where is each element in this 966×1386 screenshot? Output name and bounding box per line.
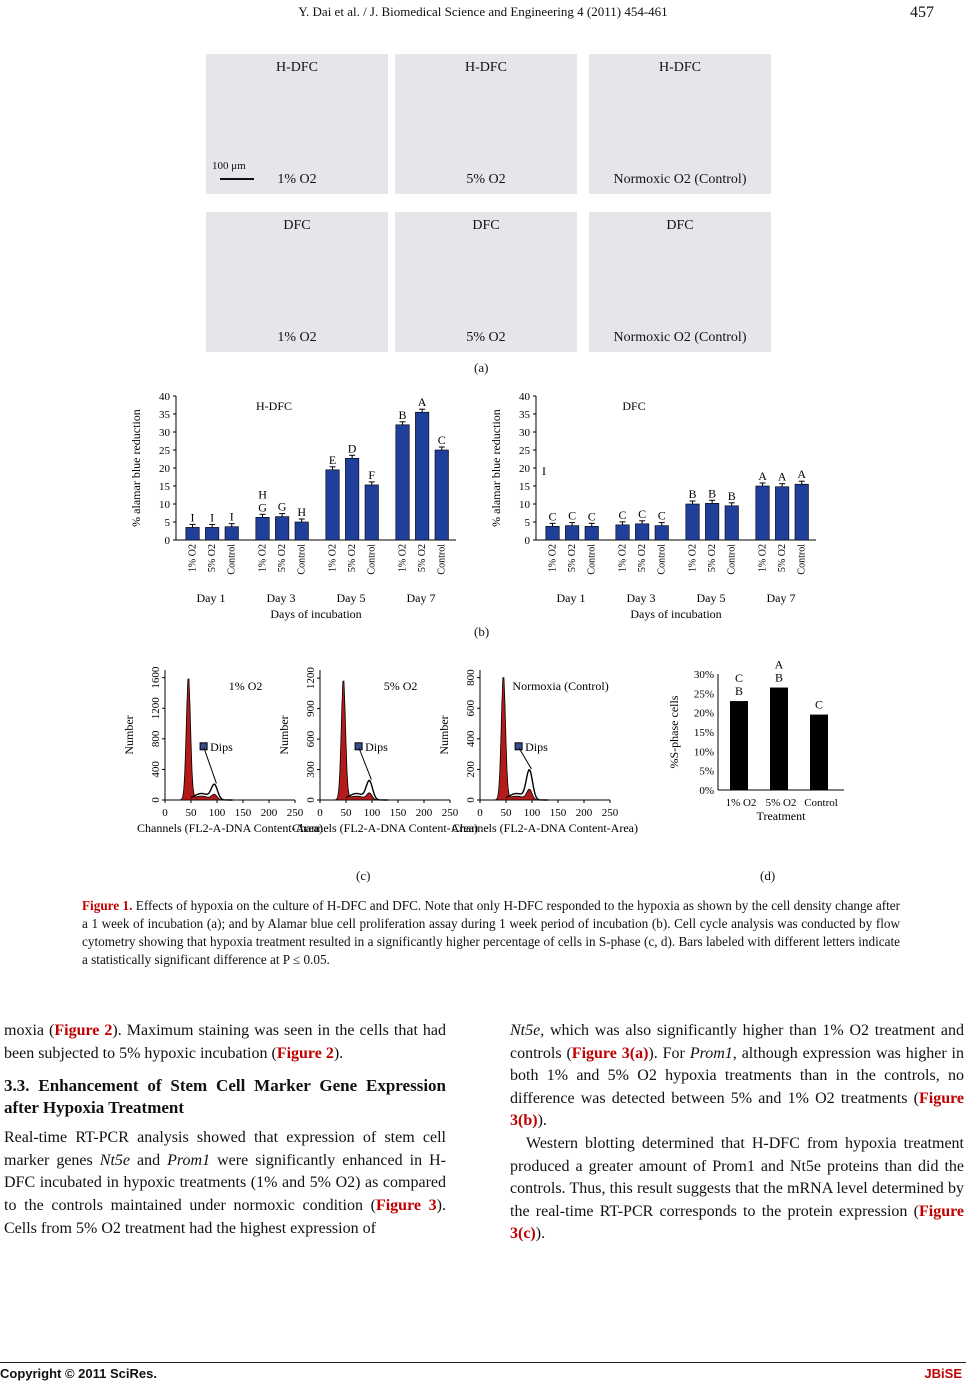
x-tick-label: 250 [601,807,619,819]
y-tick-label: 15% [693,727,714,739]
micro-title: H-DFC [464,60,507,75]
significance-letter: A [777,469,787,484]
y-tick-label: 25 [519,445,530,457]
legend-swatch [515,743,522,750]
x-tick-label: 150 [234,807,252,819]
bar [585,526,598,540]
category-label: Control [796,544,808,575]
x-axis-label: Channels (FL2-A-DNA Content-Area) [137,821,323,835]
legend-swatch [200,743,207,750]
y-tick-label: 5% [699,765,714,778]
bar [256,517,269,540]
group-label: Day 3 [266,591,296,605]
significance-letter: E [328,452,337,467]
legend-swatch [355,743,362,750]
figure-link[interactable]: Figure 3(b) [510,1089,964,1130]
y-tick-label: 5 [524,517,530,529]
category-label: 5% O2 [417,544,429,573]
histogram-normoxia [437,669,638,835]
significance-letter: H [297,505,307,519]
micro-condition: 1% O2 [277,172,317,187]
y-tick-label: 900 [305,700,317,717]
figure-link[interactable]: Figure 3(c) [510,1202,964,1243]
y-tick-label: 1200 [305,667,317,690]
micro-condition: 5% O2 [466,172,506,187]
group-label: Day 1 [196,591,226,605]
bar [345,458,358,540]
category-label: Control [726,544,738,575]
significance-letter: D [347,441,357,456]
bar [730,701,748,790]
significance-letter: B [774,670,784,685]
paragraph [4,1127,446,1240]
category-label: 5% O2 [347,544,359,573]
footer-journal: JBiSE [924,1366,962,1381]
bar [725,506,738,540]
text: ). Cells from 5% O2 treatment had the highest expression of [4,1196,446,1237]
text: Real-time RT-PCR analysis showed that expression of stem cell marker genes [4,1129,446,1169]
text: moxia ( [4,1022,55,1039]
significance-letter: A [797,467,807,482]
x-tick-label: 200 [415,807,433,819]
bar [705,503,718,540]
bar [205,527,218,540]
micrograph-hdfc-control [589,54,771,194]
y-tick-label: 15 [519,481,530,493]
x-tick-label: 200 [260,807,278,819]
section-heading: 3.3. Enhancement of Stem Cell Marker Gene Expression after Hypoxia Treatment [4,1076,446,1118]
y-tick-label: 10% [693,746,714,759]
x-tick-label: 250 [441,807,459,819]
x-tick-label: 250 [286,807,304,819]
significance-letter: C [618,507,627,522]
y-tick-label: 0% [699,785,714,797]
text: ). For [648,1044,690,1062]
micro-title: H-DFC [658,60,701,75]
histogram-title: Normoxia (Control) [512,679,609,693]
y-tick-label: 20 [519,463,530,475]
x-tick-label: 200 [575,807,593,819]
caption-lead: Figure 1. [82,898,133,913]
significance-letter: B [727,488,736,503]
y-axis-label: %S-phase cells [667,695,681,769]
group-label: Day 5 [696,591,726,605]
paragraph [510,1020,964,1133]
significance-letter: F [368,467,376,482]
significance-letter: B [688,487,697,501]
y-tick-label: 20% [693,707,714,720]
micrograph-dfc-control [589,212,771,352]
y-tick-label: 0 [465,797,477,803]
scale-bar-label: 100 μm [212,160,246,172]
x-tick-label: 150 [549,807,567,819]
category-label: 1% O2 [397,544,409,573]
text: Western blotting determined that H-DFC from hypoxia treatment produced a greater amount of Prom1 and Nt5e proteins than did the controls. Thus, this result suggests that the mRNA level determined by the real-time RT-PCR corresponds to the protein expression ( [510,1134,964,1220]
panel-label-a: (a) [474,360,489,375]
significance-letter: I [210,510,215,525]
x-tick-label: 0 [162,807,168,819]
histogram-title: 5% O2 [383,679,418,693]
significance-letter: B [398,407,407,422]
text: ). [537,1112,547,1130]
body-left-column [4,1020,446,1240]
significance-letter: G [277,499,287,514]
legend-label: Dips [210,739,233,754]
chart-hdfc-alamar [129,391,456,621]
significance-letter: I [229,509,234,524]
group-label: Day 5 [336,591,366,605]
panel-label-d: (d) [760,868,776,883]
category-label: Control [804,797,838,809]
figure-link[interactable]: Figure 3(a) [571,1044,649,1062]
bar [655,526,668,540]
y-tick-label: 35 [519,409,530,421]
micro-condition: Normoxic O2 (Control) [613,330,747,345]
significance-letter: G [258,500,267,515]
x-tick-label: 50 [500,807,512,819]
y-tick-label: 300 [305,761,317,778]
x-tick-label: 100 [523,807,541,819]
y-tick-label: 30% [693,669,714,681]
y-tick-label: 400 [465,730,477,748]
category-label: 1% O2 [687,544,699,573]
category-label: 1% O2 [725,797,757,809]
group-label: Day 3 [626,591,656,605]
category-label: 5% O2 [567,544,579,573]
y-tick-label: 800 [465,669,477,686]
micro-title: H-DFC [275,60,318,75]
x-axis-label: Treatment [756,809,806,823]
gene-name: Nt5e [510,1022,541,1039]
body-right-column [510,1020,964,1246]
bar [295,522,308,540]
chart-title: DFC [622,399,646,413]
y-tick-label: 0 [305,797,317,803]
micro-title: DFC [472,218,500,233]
chart-dfc-alamar [489,391,816,621]
y-tick-label: 10 [519,499,530,511]
category-label: 1% O2 [617,544,629,573]
bar [546,526,559,540]
running-head: Y. Dai et al. / J. Biomedical Science and Engineering 4 (2011) 454-461 [298,4,668,19]
bar [275,517,288,540]
category-label: 5% O2 [777,544,789,573]
category-label: 5% O2 [277,544,289,573]
category-label: 1% O2 [757,544,769,573]
paragraph [4,1020,446,1065]
text: were significantly enhanced in H-DFC incubated in hypoxic treatments (1% and 5% O2) as compared to the controls maintained under normoxic condition ( [4,1151,447,1214]
figure-caption [82,897,900,969]
category-label: 5% O2 [707,544,719,573]
x-axis-label: Channels (FL2-A-DNA Content-Area) [452,821,638,835]
y-tick-label: 35 [159,409,170,421]
y-tick-label: 600 [305,730,317,748]
significance-letter: C [638,506,647,521]
category-label: 5% O2 [207,544,219,573]
micro-title: DFC [666,218,694,233]
y-tick-label: 0 [524,535,530,547]
significance-letter: C [587,509,596,524]
x-tick-label: 50 [340,807,352,819]
bar [775,487,788,540]
text: ). [535,1225,546,1243]
bar [756,486,769,540]
bar [326,470,339,540]
x-tick-label: 50 [185,807,197,819]
bar [396,425,409,540]
x-tick-label: 150 [389,807,407,819]
panel-label-b: (b) [474,624,490,639]
figure-link[interactable]: Figure 3 [375,1196,437,1214]
y-axis-label: Number [437,715,451,755]
significance-letter: I [190,510,195,525]
gene-name: Prom1 [689,1044,733,1062]
significance-letter: C [814,697,824,712]
x-tick-label: 100 [208,807,226,819]
x-axis-label: Channels (FL2-A-DNA Content-Area) [292,821,478,835]
bar [435,450,448,540]
significance-letter: I [542,464,546,479]
histogram-1pct [122,666,323,835]
page-number: 457 [910,4,934,21]
micro-condition: 1% O2 [277,330,317,345]
category-label: Control [366,544,378,575]
significance-letter: C [568,508,577,523]
text: ). Maximum staining was seen in the cells that had been subjected to 5% hypoxic incubation ( [4,1022,447,1062]
y-tick-label: 1200 [150,697,162,720]
text: and [130,1151,168,1169]
y-tick-label: 400 [150,761,162,778]
gene-name: Prom1 [167,1151,211,1169]
significance-letter: B [708,486,717,501]
y-tick-label: 20 [159,463,170,475]
bar [686,504,699,540]
y-axis-label: Number [122,715,136,755]
micro-condition: Normoxic O2 (Control) [613,172,747,187]
group-label: Day 1 [556,591,586,605]
category-label: 5% O2 [765,797,797,809]
y-tick-label: 15 [159,481,170,493]
g1-peak-area [480,678,610,800]
y-tick-label: 1600 [150,666,162,689]
category-label: 5% O2 [637,544,649,573]
y-tick-label: 30 [159,427,170,439]
bar [186,527,199,540]
text: , although expression was higher in both 1% and 5% O2 hypoxia treatments than in the controls, no difference was detected between 5% and 1% O2 treatments ( [510,1044,965,1107]
bar [415,412,428,540]
y-axis-label: % alamar blue reduction [129,409,143,527]
panel-label-c: (c) [356,868,371,883]
x-axis-label: Days of incubation [630,607,722,621]
legend-label: Dips [525,739,548,754]
significance-letter: C [437,433,446,447]
significance-letter: A [774,657,784,672]
x-axis-label: Days of incubation [270,607,362,621]
bar [616,525,629,540]
y-tick-label: 25 [159,445,170,457]
caption-text: Effects of hypoxia on the culture of H-DFC and DFC. Note that only H-DFC responded to the hypoxia as shown by the cell density change after a 1 week of incubation (a); and by Alamar blue cell proliferation assay during 1 week period of incubation (b). Cell cycle analysis was conducted by flow cytometry showing that hypoxia treatment resulted in a significantly higher percentage of cells in S-phase (c, d). Bars labeled with different letters indicate a statistically significant difference at P ≤ 0.05. [82,898,900,967]
y-tick-label: 0 [164,535,170,547]
category-label: 1% O2 [257,544,269,573]
y-tick-label: 600 [465,699,477,717]
x-tick-label: 0 [317,807,323,819]
micrograph-hdfc-1 [206,54,388,194]
y-tick-label: 200 [465,761,477,778]
significance-letter: H [258,487,267,502]
figure-link[interactable]: Figure 2 [54,1022,113,1039]
legend-label: Dips [365,739,388,754]
micro-title: DFC [283,218,311,233]
group-label: Day 7 [766,591,796,605]
y-tick-label: 10 [159,499,170,511]
chart-sphase [667,658,844,823]
micrograph-dfc-5 [395,212,577,352]
bar [795,484,808,540]
y-tick-label: 30 [519,427,530,439]
y-tick-label: 25% [693,688,714,701]
y-tick-label: 5 [164,517,170,529]
category-label: Control [226,544,238,575]
bar [225,527,238,540]
y-tick-label: 800 [150,730,162,748]
micro-condition: 5% O2 [466,330,506,345]
micrograph-hdfc-5 [395,54,577,194]
figure-link[interactable]: Figure 2 [276,1044,334,1062]
x-tick-label: 100 [363,807,381,819]
significance-letter: A [417,395,427,410]
category-label: 1% O2 [187,544,199,573]
significance-letter: B [734,684,744,699]
x-tick-label: 0 [477,807,483,819]
significance-letter: A [758,469,767,483]
bar [770,688,788,790]
bar [365,485,378,540]
paragraph [510,1133,964,1246]
histogram-title: 1% O2 [228,679,263,693]
category-label: Control [656,544,668,575]
significance-letter: C [657,508,666,523]
category-label: 1% O2 [547,544,559,573]
y-tick-label: 40 [519,391,530,403]
footer-rule [0,1362,966,1363]
chart-title: H-DFC [255,399,293,413]
y-axis-label: % alamar blue reduction [489,409,503,527]
bar [565,526,578,540]
micrograph-dfc-1 [206,212,388,352]
category-label: Control [296,544,308,575]
text: ). [333,1044,344,1062]
category-label: 1% O2 [327,544,339,573]
bar [810,715,828,790]
category-label: Control [586,544,598,575]
bar [635,524,648,540]
significance-letter: C [548,509,557,524]
y-tick-label: 0 [150,797,162,803]
y-tick-label: 40 [159,391,170,403]
text: , which was also significantly higher than 1% O2 treatment and controls ( [510,1022,964,1062]
gene-name: Nt5e [99,1151,130,1169]
significance-letter: C [734,671,744,686]
group-label: Day 7 [406,591,436,605]
category-label: Control [436,544,448,575]
footer-copyright: Copyright © 2011 SciRes. [0,1366,157,1381]
y-axis-label: Number [277,715,291,755]
